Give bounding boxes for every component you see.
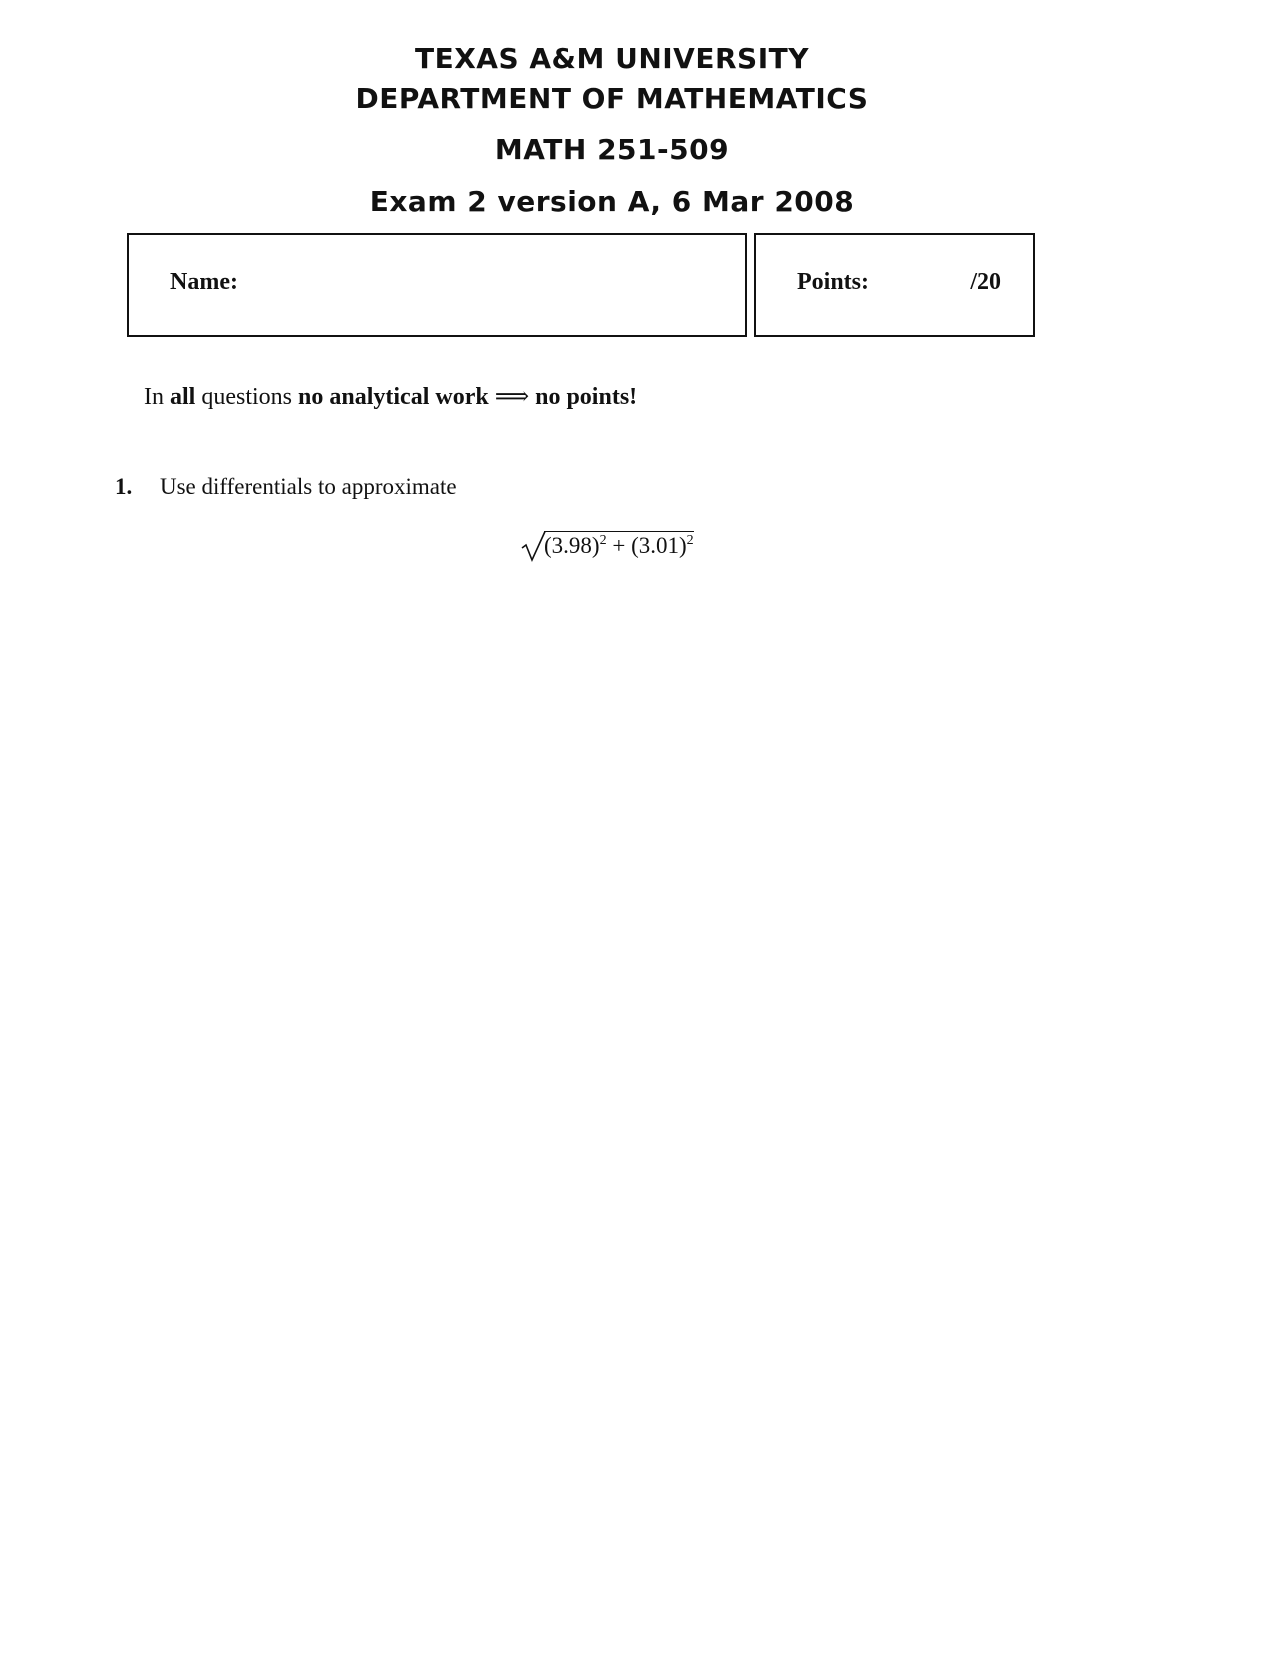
plus-operator: + xyxy=(612,533,626,558)
radicand xyxy=(544,531,694,560)
points-label: Points: xyxy=(797,269,869,295)
instruction-emphasis-work: no analytical work xyxy=(298,384,489,410)
question-number: 1. xyxy=(115,474,133,499)
instruction-emphasis-all: all xyxy=(170,384,196,410)
instruction-text-2: questions xyxy=(201,384,293,410)
square-root-icon xyxy=(520,527,546,563)
name-field-box[interactable] xyxy=(127,233,747,337)
department-title: DEPARTMENT OF MATHEMATICS xyxy=(355,82,869,115)
name-label: Name: xyxy=(170,269,238,295)
term1-exponent: 2 xyxy=(599,533,607,548)
question-text: Use differentials to approximate xyxy=(160,474,457,499)
implies-arrow-icon: ⟹ xyxy=(494,384,530,410)
points-total: /20 xyxy=(970,269,1001,295)
course-title: MATH 251-509 xyxy=(494,133,730,166)
university-title: TEXAS A&M UNIVERSITY xyxy=(414,42,809,75)
instruction-line xyxy=(144,382,637,411)
points-field-box[interactable] xyxy=(754,233,1035,337)
term2-exponent: 2 xyxy=(686,533,694,548)
instruction-emphasis-points: no points! xyxy=(535,384,638,410)
instruction-text-1: In xyxy=(144,384,164,410)
exam-title: Exam 2 version A, 6 Mar 2008 xyxy=(369,185,855,218)
term2-base: (3.01) xyxy=(631,533,687,558)
term1-base: (3.98) xyxy=(544,533,600,558)
